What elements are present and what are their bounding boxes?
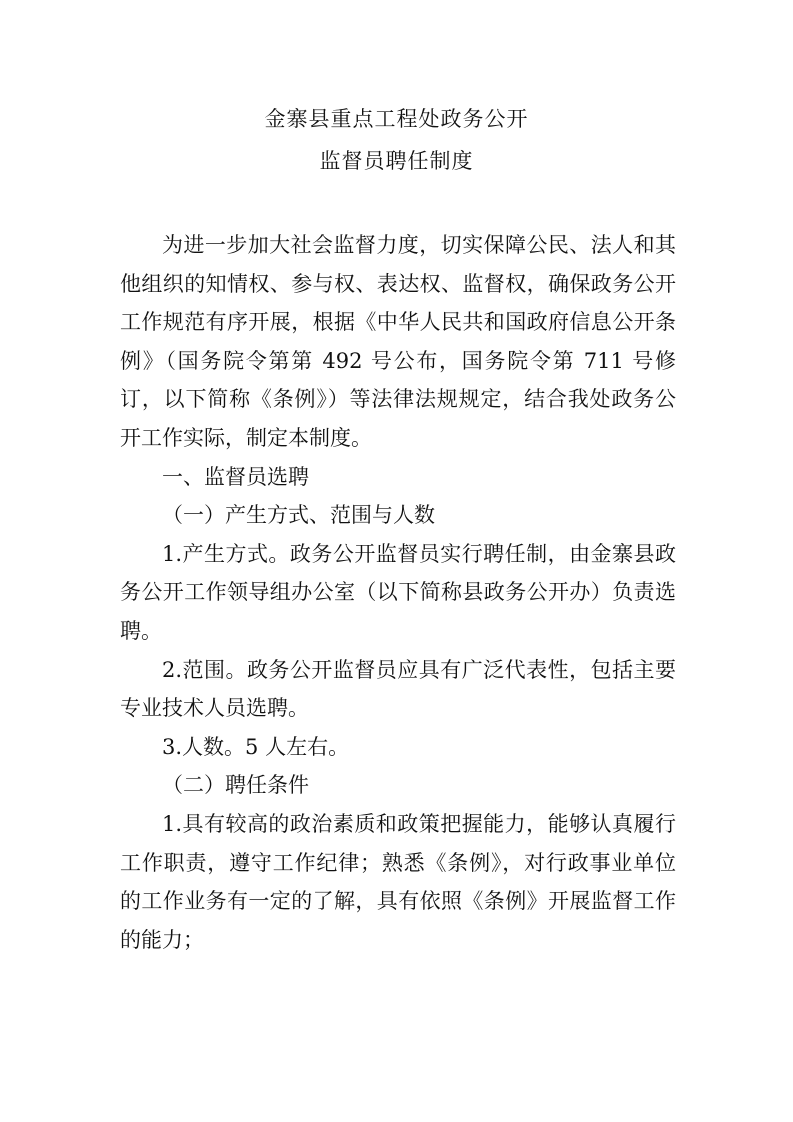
subsection-heading-2: （二）聘任条件 — [162, 773, 309, 798]
list-item-method: 1.产生方式。政务公开监督员实行聘任制，由金寨县政务公开工作领导组办公室（以下简称县政务公开办）负责选聘。 — [120, 541, 676, 643]
title-line-1: 金寨县重点工程处政务公开 — [264, 107, 529, 131]
subsection-heading-1: （一）产生方式、范围与人数 — [162, 503, 435, 528]
list-item-count: 3.人数。5 人左右。 — [162, 734, 350, 759]
list-item-condition-1: 1.具有较高的政治素质和政策把握能力，能够认真履行工作职责，遵守工作纪律；熟悉《条例》，对行政事业单位的工作业务有一定的了解，具有依照《条例》开展监督工作的能力； — [120, 811, 676, 952]
title-line-2: 监督员聘任制度 — [319, 149, 474, 173]
section-heading-1: 一、监督员选聘 — [162, 464, 309, 489]
intro-paragraph: 为进一步加大社会监督力度，切实保障公民、法人和其他组织的知情权、参与权、表达权、监督权，确保政务公开工作规范有序开展，根据《中华人民共和国政府信息公开条例》（国务院令第第 492 号公布，国务院令第 711 号修订，以下简称《条例》）等法律法规规定，结合我处政务公开工作实际，制定本制度。 — [120, 233, 676, 450]
document-title — [0, 98, 793, 182]
document-body — [120, 226, 676, 959]
list-item-scope: 2.范围。政务公开监督员应具有广泛代表性，包括主要专业技术人员选聘。 — [120, 657, 676, 721]
